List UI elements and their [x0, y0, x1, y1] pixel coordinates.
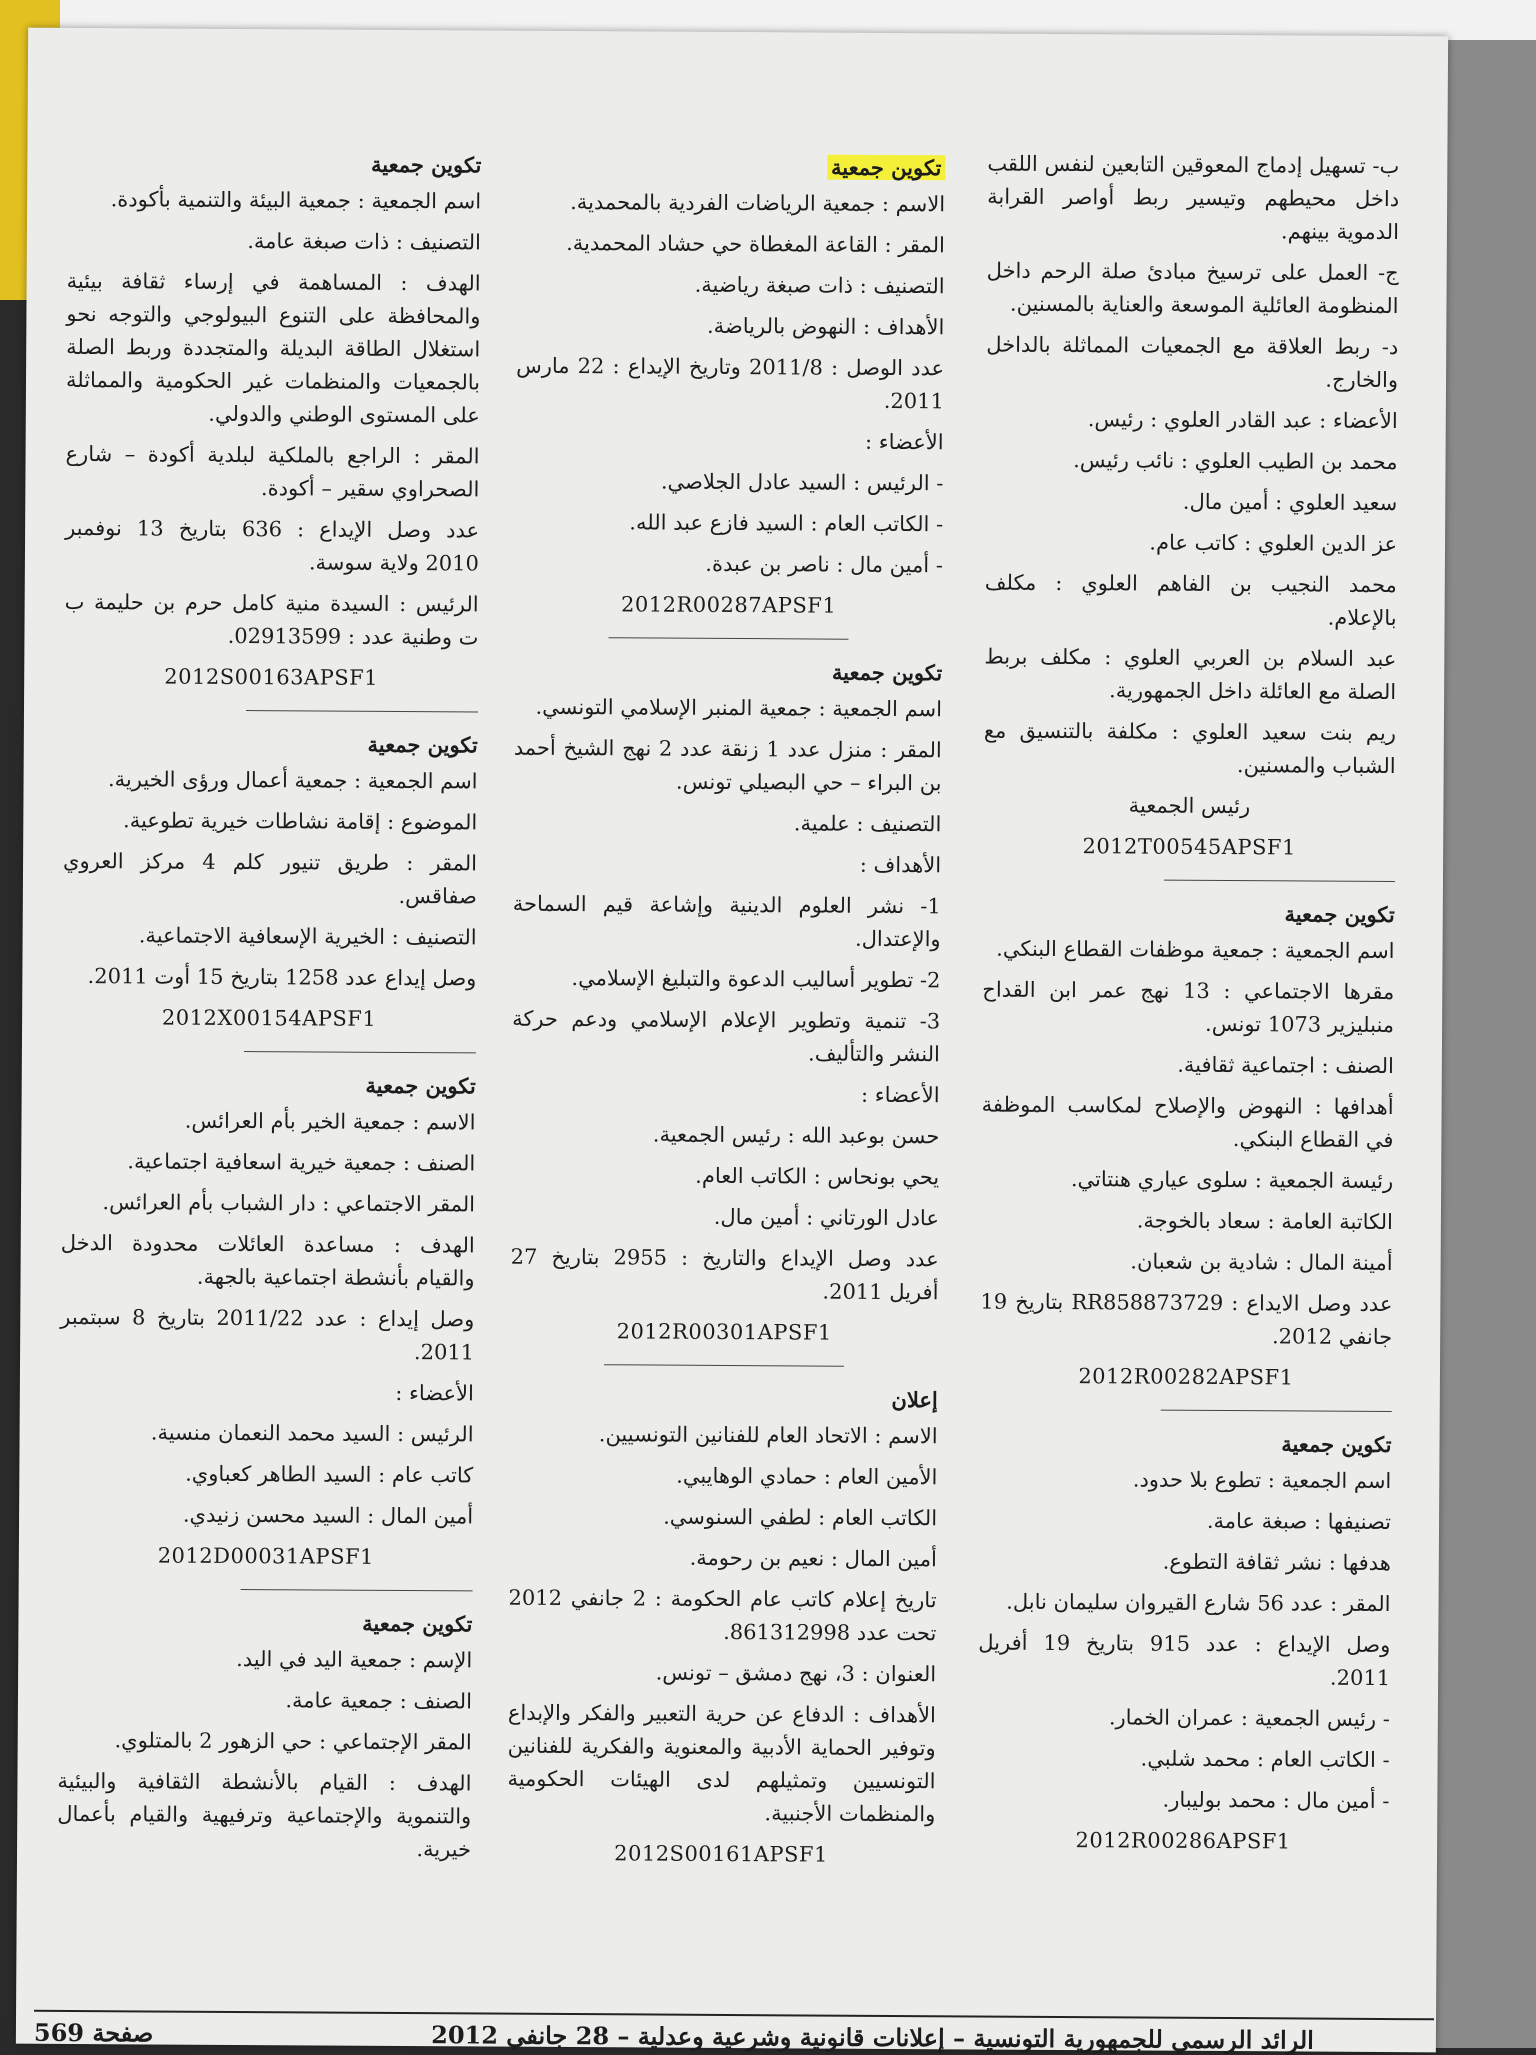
paragraph: هدفها : نشر ثقافة التطوع. — [1162, 1549, 1391, 1576]
paragraph: ريم بنت سعيد العلوي : مكلفة بالتنسيق مع الشباب والمسنين. — [983, 718, 1396, 779]
gazette-page — [16, 28, 1448, 2053]
paragraph: أمينة المال : شادية بن شعبان. — [1130, 1249, 1393, 1276]
paragraph: الاسم : جمعية الخير بأم العرائس. — [184, 1108, 476, 1135]
paragraph: التصنيف : ذات صبغة عامة. — [247, 229, 481, 255]
footer-rule — [34, 2010, 1434, 2021]
paragraph: المقر : عدد 56 شارع القيروان سليمان نابل. — [1006, 1589, 1391, 1617]
section-divider — [246, 710, 478, 712]
paragraph: الإسم : جمعية اليد في اليد. — [236, 1646, 473, 1673]
paragraph: الهدف : القيام بالأنشطة الثقافية والبيئية والتنموية والإجتماعية وترفيهية والقيام بأعمال خيرية. — [57, 1768, 472, 1862]
paragraph: - أمين مال : ناصر بن عبدة. — [705, 551, 943, 578]
paragraph: عدد وصل الإيداع والتاريخ : 2955 بتاريخ 27 أفريل 2011. — [510, 1244, 939, 1305]
reference-number: 2012R00287APSF1 — [620, 592, 837, 618]
paragraph: المقر : الراجع بالملكية لبلدية أكودة – شارع الصحراوي سقير – أكودة. — [65, 441, 480, 502]
paragraph: د- ربط العلاقة مع الجمعيات المماثلة بالداخل والخارج. — [986, 332, 1399, 393]
section-heading: تكوين جمعية — [370, 151, 482, 178]
section-heading: إعلان — [891, 1386, 938, 1413]
section-heading: تكوين جمعية — [1281, 1431, 1392, 1458]
section-divider — [1164, 880, 1395, 882]
paragraph: محمد بن الطيب العلوي : نائب رئيس. — [1073, 448, 1398, 475]
paragraph: 1- نشر العلوم الدينية وإشاعة قيم السماحة والإعتدال. — [512, 891, 941, 952]
paragraph: العنوان : 3، نهج دمشق – تونس. — [655, 1660, 937, 1687]
reference-number: 2012R00301APSF1 — [616, 1319, 832, 1345]
paragraph: تاريخ إعلام كاتب عام الحكومة : 2 جانفي 2012 تحت عدد 861312998. — [508, 1585, 937, 1646]
paragraph: يحي بونحاس : الكاتب العام. — [695, 1163, 940, 1190]
paragraph: الأعضاء : — [861, 1082, 940, 1108]
paragraph: أمين المال : نعيم بن رحومة. — [689, 1545, 937, 1572]
section-divider — [244, 1051, 476, 1053]
paragraph: اسم الجمعية : تطوع بلا حدود. — [1132, 1467, 1392, 1494]
column-right — [977, 146, 1399, 1867]
paragraph: الهدف : المساهمة في إرساء ثقافة بيئية والمحافظة على التنوع البيولوجي والتوجه نحو استغلال الطاقة البديلة والمتجددة وربط الصلة بالجمعيات والمنظمات غير الحكومية والمماثلة على المستوى الوطني والدولي. — [65, 268, 481, 428]
paragraph: الأعضاء : — [395, 1380, 474, 1406]
highlighted-heading: تكوين جمعية — [827, 155, 945, 181]
paragraph: محمد النجيب بن الفاهم العلوي : مكلف بالإعلام. — [984, 570, 1397, 631]
reference-number: 2012R00282APSF1 — [1078, 1364, 1294, 1390]
paragraph: اسم الجمعية : جمعية المنبر الإسلامي التونسي. — [535, 694, 943, 722]
paragraph: الأهداف : — [859, 852, 942, 878]
section-heading: تكوين جمعية — [362, 1610, 473, 1637]
reference-number: 2012T00545APSF1 — [1082, 834, 1296, 860]
paragraph: الاسم : الاتحاد العام للفنانين التونسيين. — [598, 1422, 938, 1449]
paragraph: عادل الورتاني : أمين مال. — [713, 1204, 939, 1231]
section-heading: تكوين جمعية — [367, 731, 478, 758]
paragraph: - رئيس الجمعية : عمران الخمار. — [1108, 1705, 1390, 1732]
paragraph: الصنف : جمعية خيرية اسعافية اجتماعية. — [127, 1149, 476, 1176]
section-heading: تكوين جمعية — [365, 1072, 476, 1099]
column-left — [57, 140, 482, 1874]
paragraph: الهدف : مساعدة العائلات محدودة الدخل والقيام بأنشطة اجتماعية بالجهة. — [60, 1230, 475, 1291]
paragraph: ج- العمل على ترسيخ مبادئ صلة الرحم داخل المنظومة العائلية الموسعة والعناية بالمسنين. — [986, 258, 1399, 319]
paragraph: وصل الإيداع : عدد 915 بتاريخ 19 أفريل 2011. — [978, 1630, 1391, 1691]
paragraph: الأمين العام : حمادي الوهايبي. — [676, 1463, 938, 1490]
paragraph: وصل إيداع : عدد 2011/22 بتاريخ 8 سبتمبر 2011. — [60, 1304, 475, 1365]
reference-number: 2012R00286APSF1 — [1075, 1828, 1291, 1854]
section-heading — [517, 149, 945, 185]
paragraph: اسم الجمعية : جمعية أعمال ورؤى الخيرية. — [107, 767, 478, 794]
paragraph: المقر : منزل عدد 1 زنقة عدد 2 نهج الشيخ أحمد بن البراء – حي البصيلي تونس. — [513, 735, 942, 796]
paragraph: الأعضاء : عبد القادر العلوي : رئيس. — [1087, 407, 1398, 434]
paragraph: الكاتب العام : لطفي السنوسي. — [663, 1504, 938, 1531]
signature-line: رئيس الجمعية — [1128, 793, 1251, 819]
paragraph: - الكاتب العام : السيد فازع عبد الله. — [629, 510, 944, 537]
paragraph: مقرها الاجتماعي : 13 نهج عمر ابن القداح منبليزير 1073 تونس. — [982, 977, 1395, 1038]
column-middle — [507, 143, 946, 1881]
paragraph: الأهداف : النهوض بالرياضة. — [706, 313, 945, 340]
paragraph: المقر الإجتماعي : حي الزهور 2 بالمتلوي. — [114, 1728, 472, 1755]
paragraph: الأهداف : الدفاع عن حرية التعبير والفكر والإبداع وتوفير الحماية الأدبية والمعنوية والفكرية للفنانين التونسيين وتمثيلهم لدى الهيئات الحكومية والمنظمات الأجنبية. — [507, 1700, 936, 1827]
paragraph: اسم الجمعية : جمعية موظفات القطاع البنكي. — [996, 936, 1395, 964]
section-divider — [241, 1589, 473, 1591]
paragraph: وصل إيداع عدد 1258 بتاريخ 15 أوت 2011. — [87, 964, 477, 991]
paragraph: التصنيف : ذات صبغة رياضية. — [694, 272, 945, 299]
paragraph: - الرئيس : السيد عادل الجلاصي. — [660, 469, 944, 496]
paragraph: عدد الوصل : 2011/8 وتاريخ الإيداع : 22 مارس 2011. — [516, 353, 945, 414]
paragraph: عبد السلام بن العربي العلوي : مكلف بربط الصلة مع العائلة داخل الجمهورية. — [984, 644, 1397, 705]
section-heading: تكوين جمعية — [831, 659, 943, 686]
paragraph: رئيسة الجمعية : سلوى عياري هنتاتي. — [1070, 1167, 1394, 1194]
reference-number: 2012X00154APSF1 — [161, 1005, 377, 1031]
paragraph: الرئيس : السيد محمد النعمان منسية. — [150, 1420, 474, 1447]
paragraph: الاسم : جمعية الرياضات الفردية بالمحمدية. — [570, 189, 946, 217]
paragraph: عدد وصل الايداع : RR858873729 بتاريخ 19 جانفي 2012. — [980, 1289, 1393, 1350]
paragraph: عدد وصل الإيداع : 636 بتاريخ 13 نوفمبر 2010 ولاية سوسة. — [65, 515, 480, 576]
section-heading: تكوين جمعية — [1284, 901, 1395, 928]
section-divider — [609, 637, 849, 639]
paragraph: المقر الاجتماعي : دار الشباب بأم العرائس. — [102, 1190, 476, 1217]
paragraph: كاتب عام : السيد الطاهر كعباوي. — [185, 1461, 474, 1488]
paragraph: الأعضاء : — [865, 429, 944, 455]
reference-number: 2012S00161APSF1 — [614, 1841, 828, 1867]
paragraph: المقر : طريق تنيور كلم 4 مركز العروي صفاقس. — [63, 848, 478, 909]
paragraph: اسم الجمعية : جمعية البيئة والتنمية بأكودة. — [110, 187, 482, 214]
paragraph: التصنيف : الخيرية الإسعافية الاجتماعية. — [138, 923, 477, 950]
page-footer — [33, 2017, 1434, 2055]
paragraph: أمين المال : السيد محسن زنيدي. — [182, 1502, 474, 1529]
paragraph: سعيد العلوي : أمين مال. — [1182, 489, 1398, 516]
footer-title: الرائد الرسمي للجمهورية التونسية – إعلانات قانونية وشرعية وعدلية – 28 جانفي 2012 — [431, 2020, 1314, 2055]
paragraph: المقر : القاعة المغطاة حي حشاد المحمدية. — [566, 230, 945, 258]
reference-number: 2012S00163APSF1 — [164, 664, 379, 690]
paragraph: - أمين مال : محمد بوليبار. — [1162, 1787, 1390, 1814]
paragraph: تصنيفها : صبغة عامة. — [1206, 1508, 1392, 1535]
paragraph: أهدافها : النهوض والإصلاح لمكاسب الموظفة في القطاع البنكي. — [981, 1092, 1394, 1153]
paragraph: التصنيف : علمية. — [793, 811, 942, 837]
paragraph: 3- تنمية وتطوير الإعلام الإسلامي ودعم حركة النشر والتأليف. — [512, 1006, 941, 1067]
paragraph: عز الدين العلوي : كاتب عام. — [1149, 530, 1398, 557]
reference-number: 2012D00031APSF1 — [157, 1543, 375, 1569]
paragraph: الصنف : جمعية عامة. — [285, 1688, 473, 1714]
section-divider — [1161, 1410, 1392, 1412]
paragraph: الكاتبة العامة : سعاد بالخوجة. — [1136, 1208, 1393, 1235]
paragraph: الرئيس : السيدة منية كامل حرم بن حليمة ب ت وطنية عدد : 02913599. — [64, 589, 479, 650]
page-number: صفحة 569 — [33, 2017, 154, 2048]
section-divider — [604, 1364, 844, 1366]
paragraph: 2- تطوير أساليب الدعوة والتبليغ الإسلامي. — [571, 966, 941, 993]
paragraph: - الكاتب العام : محمد شلبي. — [1140, 1746, 1390, 1773]
paragraph: الصنف : اجتماعية ثقافية. — [1177, 1052, 1394, 1079]
paragraph: الموضوع : إقامة نشاطات خيرية تطوعية. — [122, 808, 478, 835]
paragraph: حسن بوعبد الله : رئيس الجمعية. — [652, 1122, 940, 1149]
paragraph: ب- تسهيل إدماج المعوقين التابعين لنفس اللقب داخل محيطهم وتيسير ربط أواصر القرابة الدموية بينهم. — [987, 151, 1400, 245]
